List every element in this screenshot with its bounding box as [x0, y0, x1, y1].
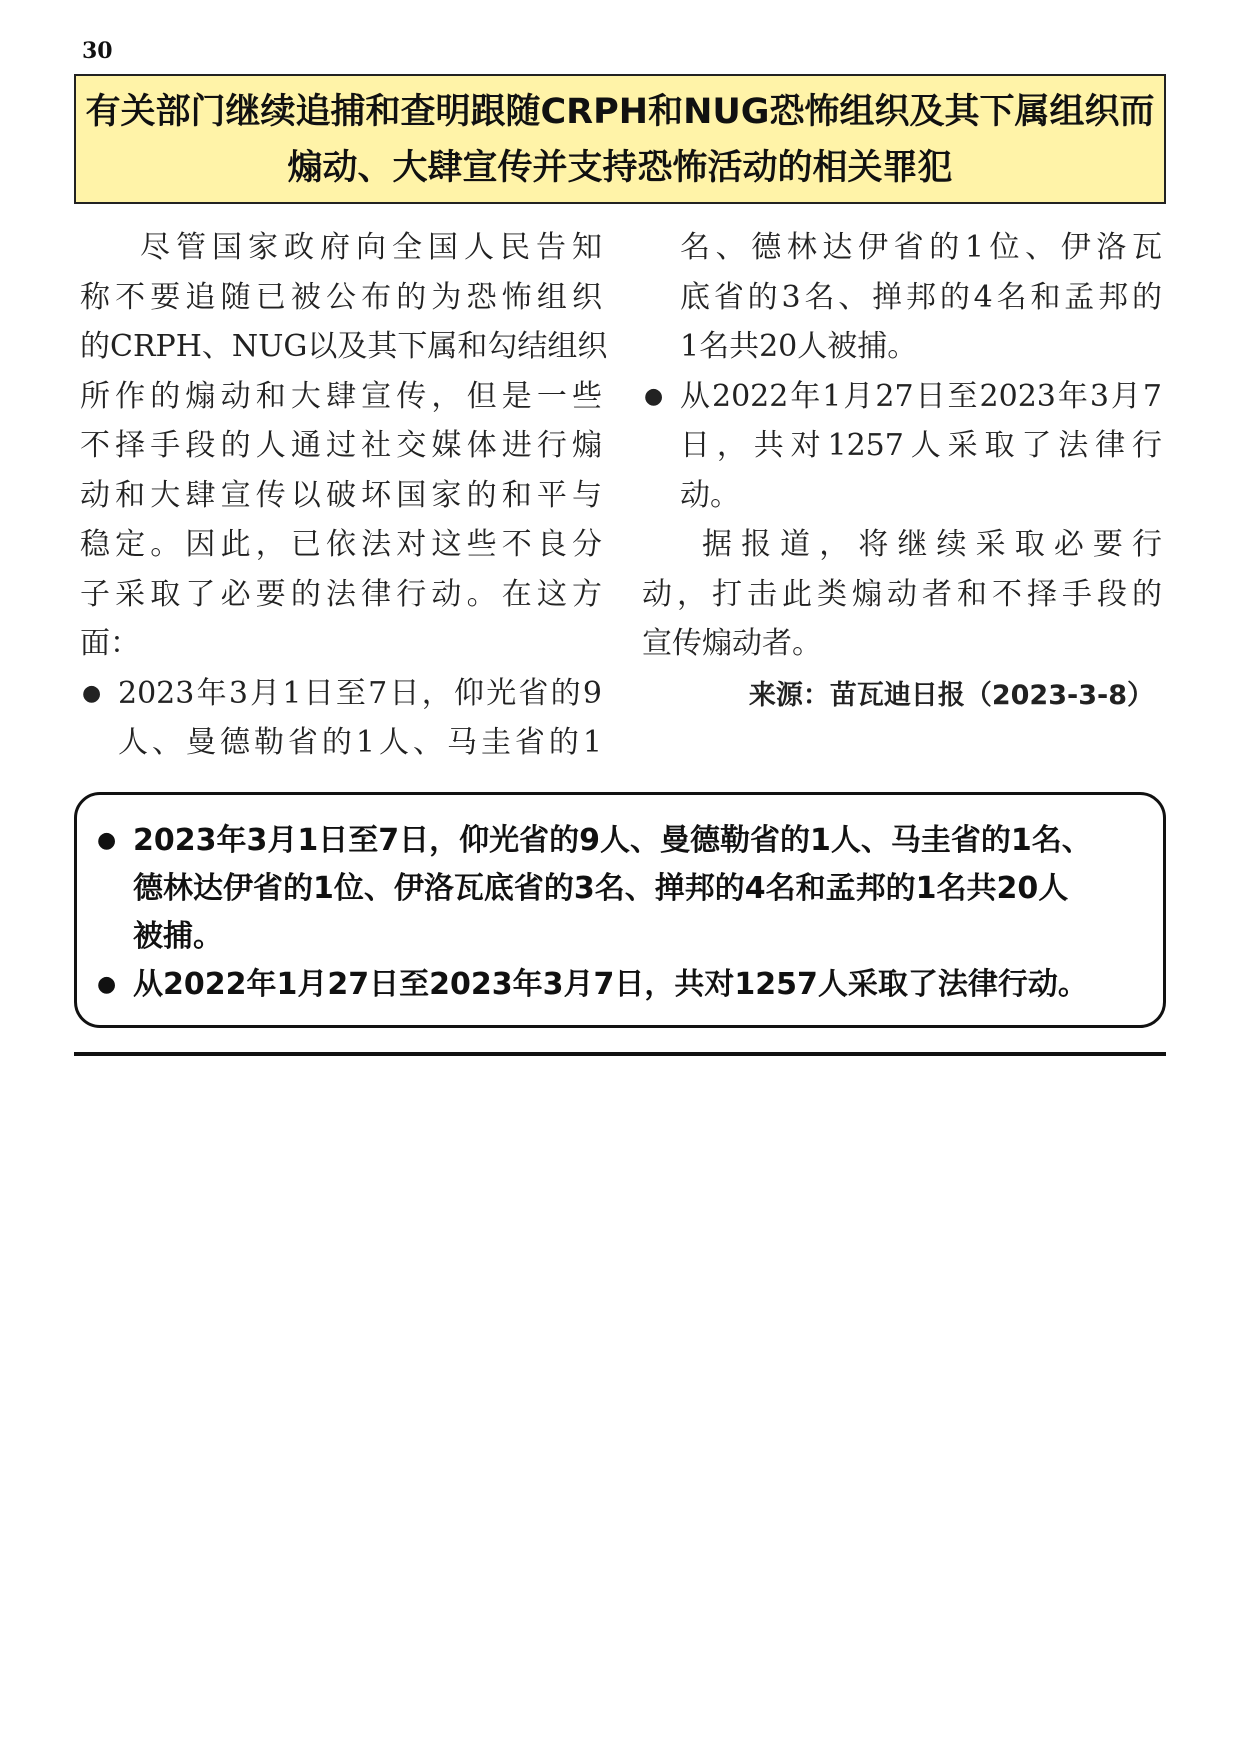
summary-line: 从2022年1月27日至2023年3月7日，共对1257人采取了法律行动。 — [133, 967, 1088, 1002]
bullet-continuation-line: 动。 — [680, 477, 740, 513]
bullet-line-text: 2023年3月1日至7日，仰光省的9 — [118, 675, 602, 711]
headline-line-2: 煽动、大肆宣传并支持恐怖活动的相关罪犯 — [287, 148, 953, 188]
paragraph-line: 稳定。因此，已依法对这些不良分 — [80, 527, 602, 562]
bullet-line-text: 名、德林达伊省的1位、伊洛瓦 — [680, 230, 1162, 265]
bullet-continuation-line — [80, 718, 602, 768]
right-column — [642, 223, 1162, 720]
paragraph-line: 子采取了必要的法律行动。在这方 — [80, 576, 602, 612]
paragraph-line: 称不要追随已被公布的为恐怖组织 — [80, 279, 602, 315]
summary-line: 2023年3月1日至7日，仰光省的9人、曼德勒省的1人、马圭省的1名、 — [133, 823, 1092, 858]
headline-line-1: 有关部门继续追捕和查明跟随CRPH和NUG恐怖组织及其下属组织而 — [85, 92, 1155, 132]
paragraph-line: 据报道，将继续采取必要行 — [702, 527, 1162, 562]
bullet-dot-icon: ● — [644, 383, 664, 409]
summary-line: 被捕。 — [133, 919, 223, 954]
bullet-continuation-line — [642, 223, 1162, 273]
left-column — [80, 223, 608, 768]
bullet-line-text: 从2022年1月27日至2023年3月7 — [680, 378, 1162, 414]
paragraph-line: 尽管国家政府向全国人民告知 — [140, 230, 602, 265]
article-body — [80, 223, 1162, 763]
bullet-continuation-line — [642, 273, 1162, 323]
bullet-line-text: 日，共对1257人采取了法律行 — [680, 428, 1162, 463]
paragraph-line: 所作的煽动和大肆宣传，但是一些 — [80, 378, 602, 414]
divider-rule — [74, 1052, 1166, 1056]
page-number: 30 — [82, 38, 113, 64]
bullet-item — [642, 372, 1162, 422]
bullet-line-text: 人、曼德勒省的1人、马圭省的1 — [118, 725, 602, 760]
bullet-line-text: 底省的3名、掸邦的4名和孟邦的 — [680, 279, 1162, 315]
source-citation: 来源：苗瓦迪日报（2023-3-8） — [748, 679, 1154, 711]
headline-box — [74, 74, 1166, 204]
paragraph-line: 面： — [80, 626, 140, 661]
paragraph-line: 的CRPH、NUG以及其下属和勾结组织 — [80, 329, 608, 364]
summary-item — [93, 817, 1143, 961]
bullet-item — [80, 669, 602, 719]
summary-item — [93, 961, 1143, 1009]
summary-box — [74, 792, 1166, 1028]
bullet-dot-icon: ● — [97, 972, 117, 997]
bullet-continuation-line: 1名共20人被捕。 — [680, 329, 918, 364]
paragraph-line: 宣传煽动者。 — [642, 626, 822, 661]
paragraph-line: 动和大肆宣传以破坏国家的和平与 — [80, 477, 602, 513]
bullet-dot-icon: ● — [82, 680, 102, 706]
paragraph-line: 不择手段的人通过社交媒体进行煽 — [80, 428, 602, 463]
bullet-dot-icon: ● — [97, 828, 117, 853]
summary-line: 德林达伊省的1位、伊洛瓦底省的3名、掸邦的4名和孟邦的1名共20人 — [133, 871, 1069, 906]
paragraph-line: 动，打击此类煽动者和不择手段的 — [642, 576, 1162, 612]
bullet-continuation-line — [642, 421, 1162, 471]
